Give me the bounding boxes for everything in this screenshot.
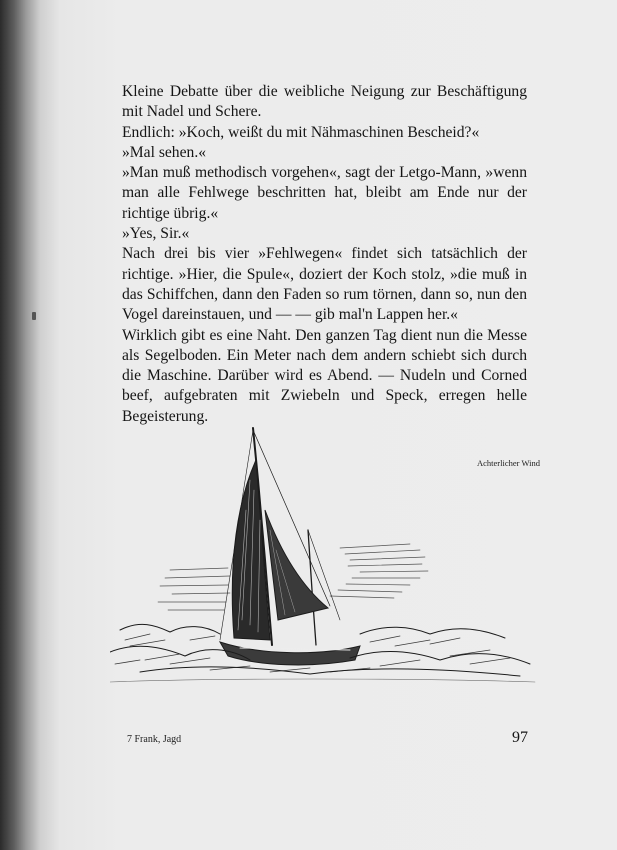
- paragraph-1: Kleine Debatte über die weibliche Neigung zur Beschäftigung mit Nadel und Schere.: [122, 83, 527, 121]
- printer-signature: 7 Frank, Jagd: [127, 734, 182, 745]
- gutter-mark: [32, 312, 36, 320]
- body-text: [122, 82, 527, 427]
- paragraph-5: »Yes, Sir.«: [122, 225, 190, 243]
- page-number: 97: [512, 729, 528, 746]
- paragraph-6: Nach drei bis vier »Fehlwegen« findet sich tatsächlich der richtige. »Hier, die Spule«, doziert der Koch stolz, »die muß in das Schiffchen, dann den Faden so rum törnen, dann so, nun den Vogel dareinstauen, und — — gib mal'n Lappen her.«: [122, 245, 527, 324]
- illustration-caption: Achterlicher Wind: [477, 458, 540, 468]
- paragraph-4: »Man muß methodisch vorgehen«, sagt der Letgo-Mann, »wenn man alle Fehlwege beschritten hat, bleibt am Ende nur der richtige übrig.«: [122, 164, 527, 222]
- paragraph-2: Endlich: »Koch, weißt du mit Nähmaschinen Bescheid?«: [122, 123, 480, 141]
- paragraph-3: »Mal sehen.«: [122, 143, 207, 161]
- paragraph-7: Wirklich gibt es eine Naht. Den ganzen Tag dient nun die Messe als Segelboden. Ein Meter nach dem andern schiebt sich durch die Maschine. Darüber wird es Abend. — Nudeln und Corned beef, aufgebraten mit Zwiebeln und Speck, erregen helle Begeisterung.: [122, 326, 527, 425]
